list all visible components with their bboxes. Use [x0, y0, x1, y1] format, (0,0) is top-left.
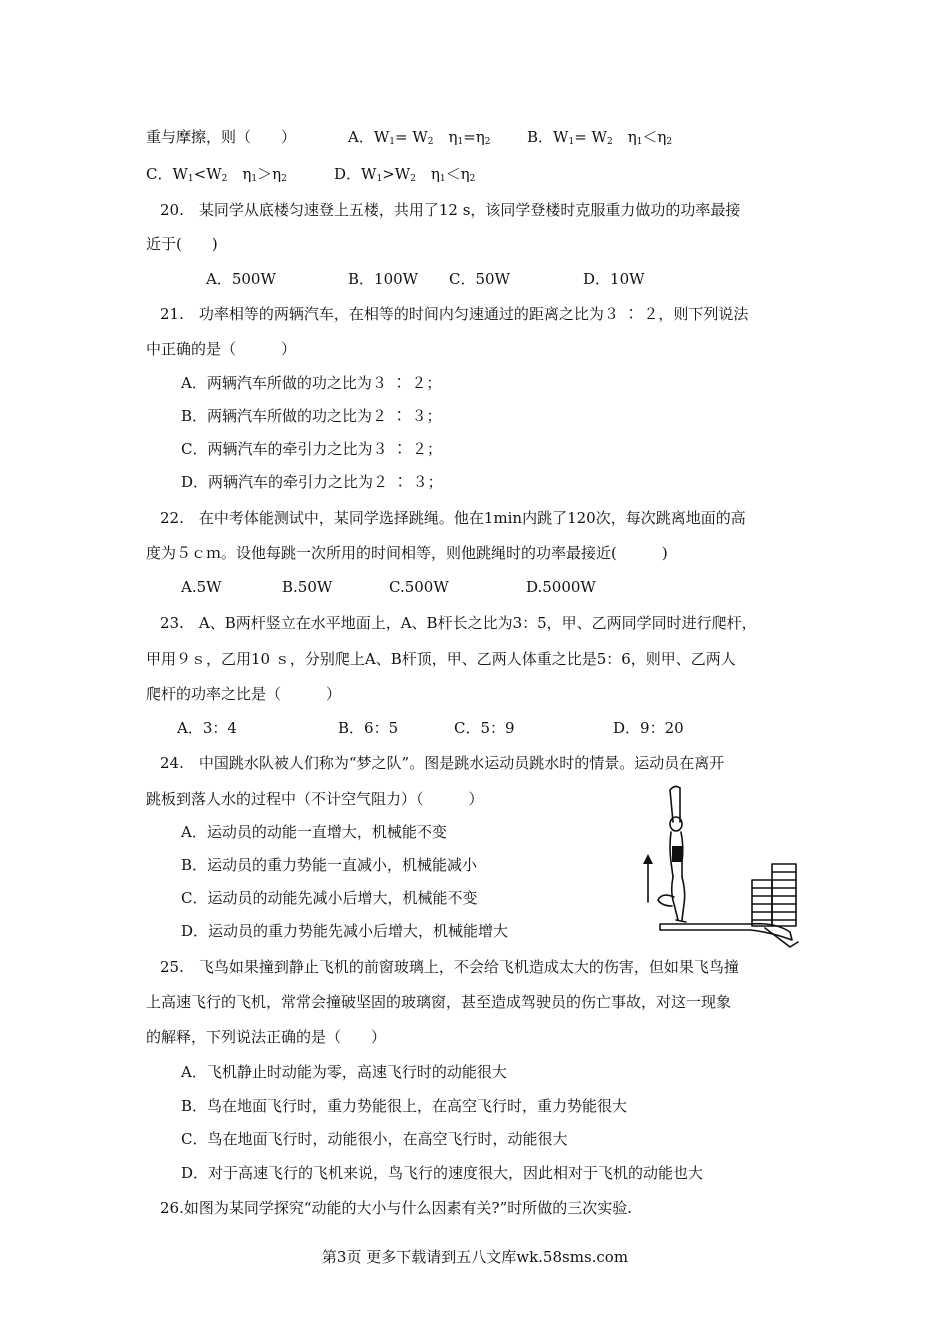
q25-option-c: C．鸟在地面飞行时，动能很小，在高空飞行时，动能很大: [181, 1130, 568, 1148]
q25-stem-line3: 的解释，下列说法正确的是（ ）: [146, 1028, 387, 1046]
q24-option-b: B．运动员的重力势能一直减小，机械能减小: [181, 856, 478, 874]
q24-option-c: C．运动员的动能先减小后增大，机械能不变: [181, 889, 478, 907]
q22-option-c: C.500W: [389, 578, 449, 596]
q22-stem-line1: 22. 在中考体能测试中，某同学选择跳绳。他在1min内跳了120次，每次跳离地面的高: [160, 509, 746, 527]
q20-option-b: B．100W: [348, 270, 419, 288]
q20-stem-line1: 20. 某同学从底楼匀速登上五楼，共用了12 s，该同学登楼时克服重力做功的功率最接: [160, 201, 741, 219]
q21-stem-line1: 21. 功率相等的两辆汽车，在相等的时间内匀速通过的距离之比为３ ∶ ２，则下列说法: [160, 305, 749, 323]
q21-option-c: C．两辆汽车的牵引力之比为３ ∶ ２；: [181, 440, 443, 458]
q24-option-d: D．运动员的重力势能先减小后增大，机械能增大: [181, 922, 509, 940]
q22-stem-line2: 度为５ｃｍ。设他每跳一次所用的时间相等，则他跳绳时的功率最接近( ): [146, 544, 668, 562]
q23-stem-line2: 甲用９ｓ，乙用10 ｓ，分别爬上A、B杆顶，甲、乙两人体重之比是5：6，则甲、乙两人: [146, 650, 736, 668]
q19-option-a: A．$W_1= W_2$ $\eta_1=\eta_2$: [348, 128, 491, 147]
q25-stem-line1: 25. 飞鸟如果撞到静止飞机的前窗玻璃上，不会给飞机造成太大的伤害，但如果飞鸟撞: [160, 958, 739, 976]
q24-stem-line2: 跳板到落人水的过程中（不计空气阻力）（ ）: [146, 790, 484, 808]
q23-option-a: A．3：4: [177, 719, 237, 737]
q23-stem-line1: 23. A、B两杆竖立在水平地面上，A、B杆长之比为3：5，甲、乙两同学同时进行爬杆，: [160, 614, 757, 632]
page-footer: 第3页 更多下载请到五八文库wk.58sms.com: [321, 1248, 629, 1266]
diver-head: [670, 817, 682, 831]
q19-stem-tail: 重与摩擦，则（ ）: [146, 128, 297, 146]
q25-stem-line2: 上高速飞行的飞机，常常会撞破坚固的玻璃窗，甚至造成驾驶员的伤亡事故，对这一现象: [146, 993, 732, 1011]
q19-option-b: B．$W_1= W_2$ $\eta_1<\eta_2$: [527, 128, 673, 147]
q21-option-a: A．两辆汽车所做的功之比为３ ∶ ２；: [181, 374, 442, 392]
q25-option-d: D．对于高速飞行的飞机来说，鸟飞行的速度很大，因此相对于飞机的动能也大: [181, 1164, 704, 1182]
q22-option-d: D.5000W: [526, 578, 596, 596]
q25-option-a: A．飞机静止时动能为零，高速飞行时的动能很大: [181, 1063, 507, 1081]
diver-figure: [640, 782, 805, 952]
q22-option-b: B.50W: [282, 578, 333, 596]
q25-option-b: B．鸟在地面飞行时，重力势能很上，在高空飞行时，重力势能很大: [181, 1097, 628, 1115]
q21-option-d: D．两辆汽车的牵引力之比为２ ∶ ３；: [181, 473, 443, 491]
q23-option-b: B．6：5: [338, 719, 399, 737]
q20-stem-line2: 近于( ): [146, 235, 218, 253]
platform-stack-left: [752, 880, 772, 926]
q23-stem-line3: 爬杆的功率之比是（ ）: [146, 685, 342, 703]
diver-legs: [672, 877, 685, 920]
q23-option-c: C．5：9: [454, 719, 515, 737]
q20-option-c: C．50W: [449, 270, 510, 288]
q21-option-b: B．两辆汽车所做的功之比为２ ∶ ３；: [181, 407, 442, 425]
q20-option-a: A．500W: [206, 270, 276, 288]
q23-option-d: D．9：20: [613, 719, 684, 737]
platform-stack-right: [772, 864, 796, 926]
q24-option-a: A．运动员的动能一直增大，机械能不变: [181, 823, 447, 841]
diver-swimsuit: [672, 846, 682, 862]
q20-option-d: D．10W: [583, 270, 645, 288]
q22-option-a: A.5W: [181, 578, 222, 596]
q24-stem-line1: 24. 中国跳水队被人们称为“梦之队”。图是跳水运动员跳水时的情景。运动员在离开: [160, 754, 725, 772]
q19-continuation: [146, 127, 296, 147]
q21-stem-line2: 中正确的是（ ）: [146, 340, 297, 358]
q26-stem-line1: 26.如图为某同学探究“动能的大小与什么因素有关?”时所做的三次实验.: [160, 1199, 633, 1217]
q19-option-d: D．$W_1>W_2$ $\eta_1<\eta_2$: [334, 165, 476, 184]
q19-option-c: C．$W_1<W_2$ $\eta_1>\eta_2$: [146, 165, 287, 184]
